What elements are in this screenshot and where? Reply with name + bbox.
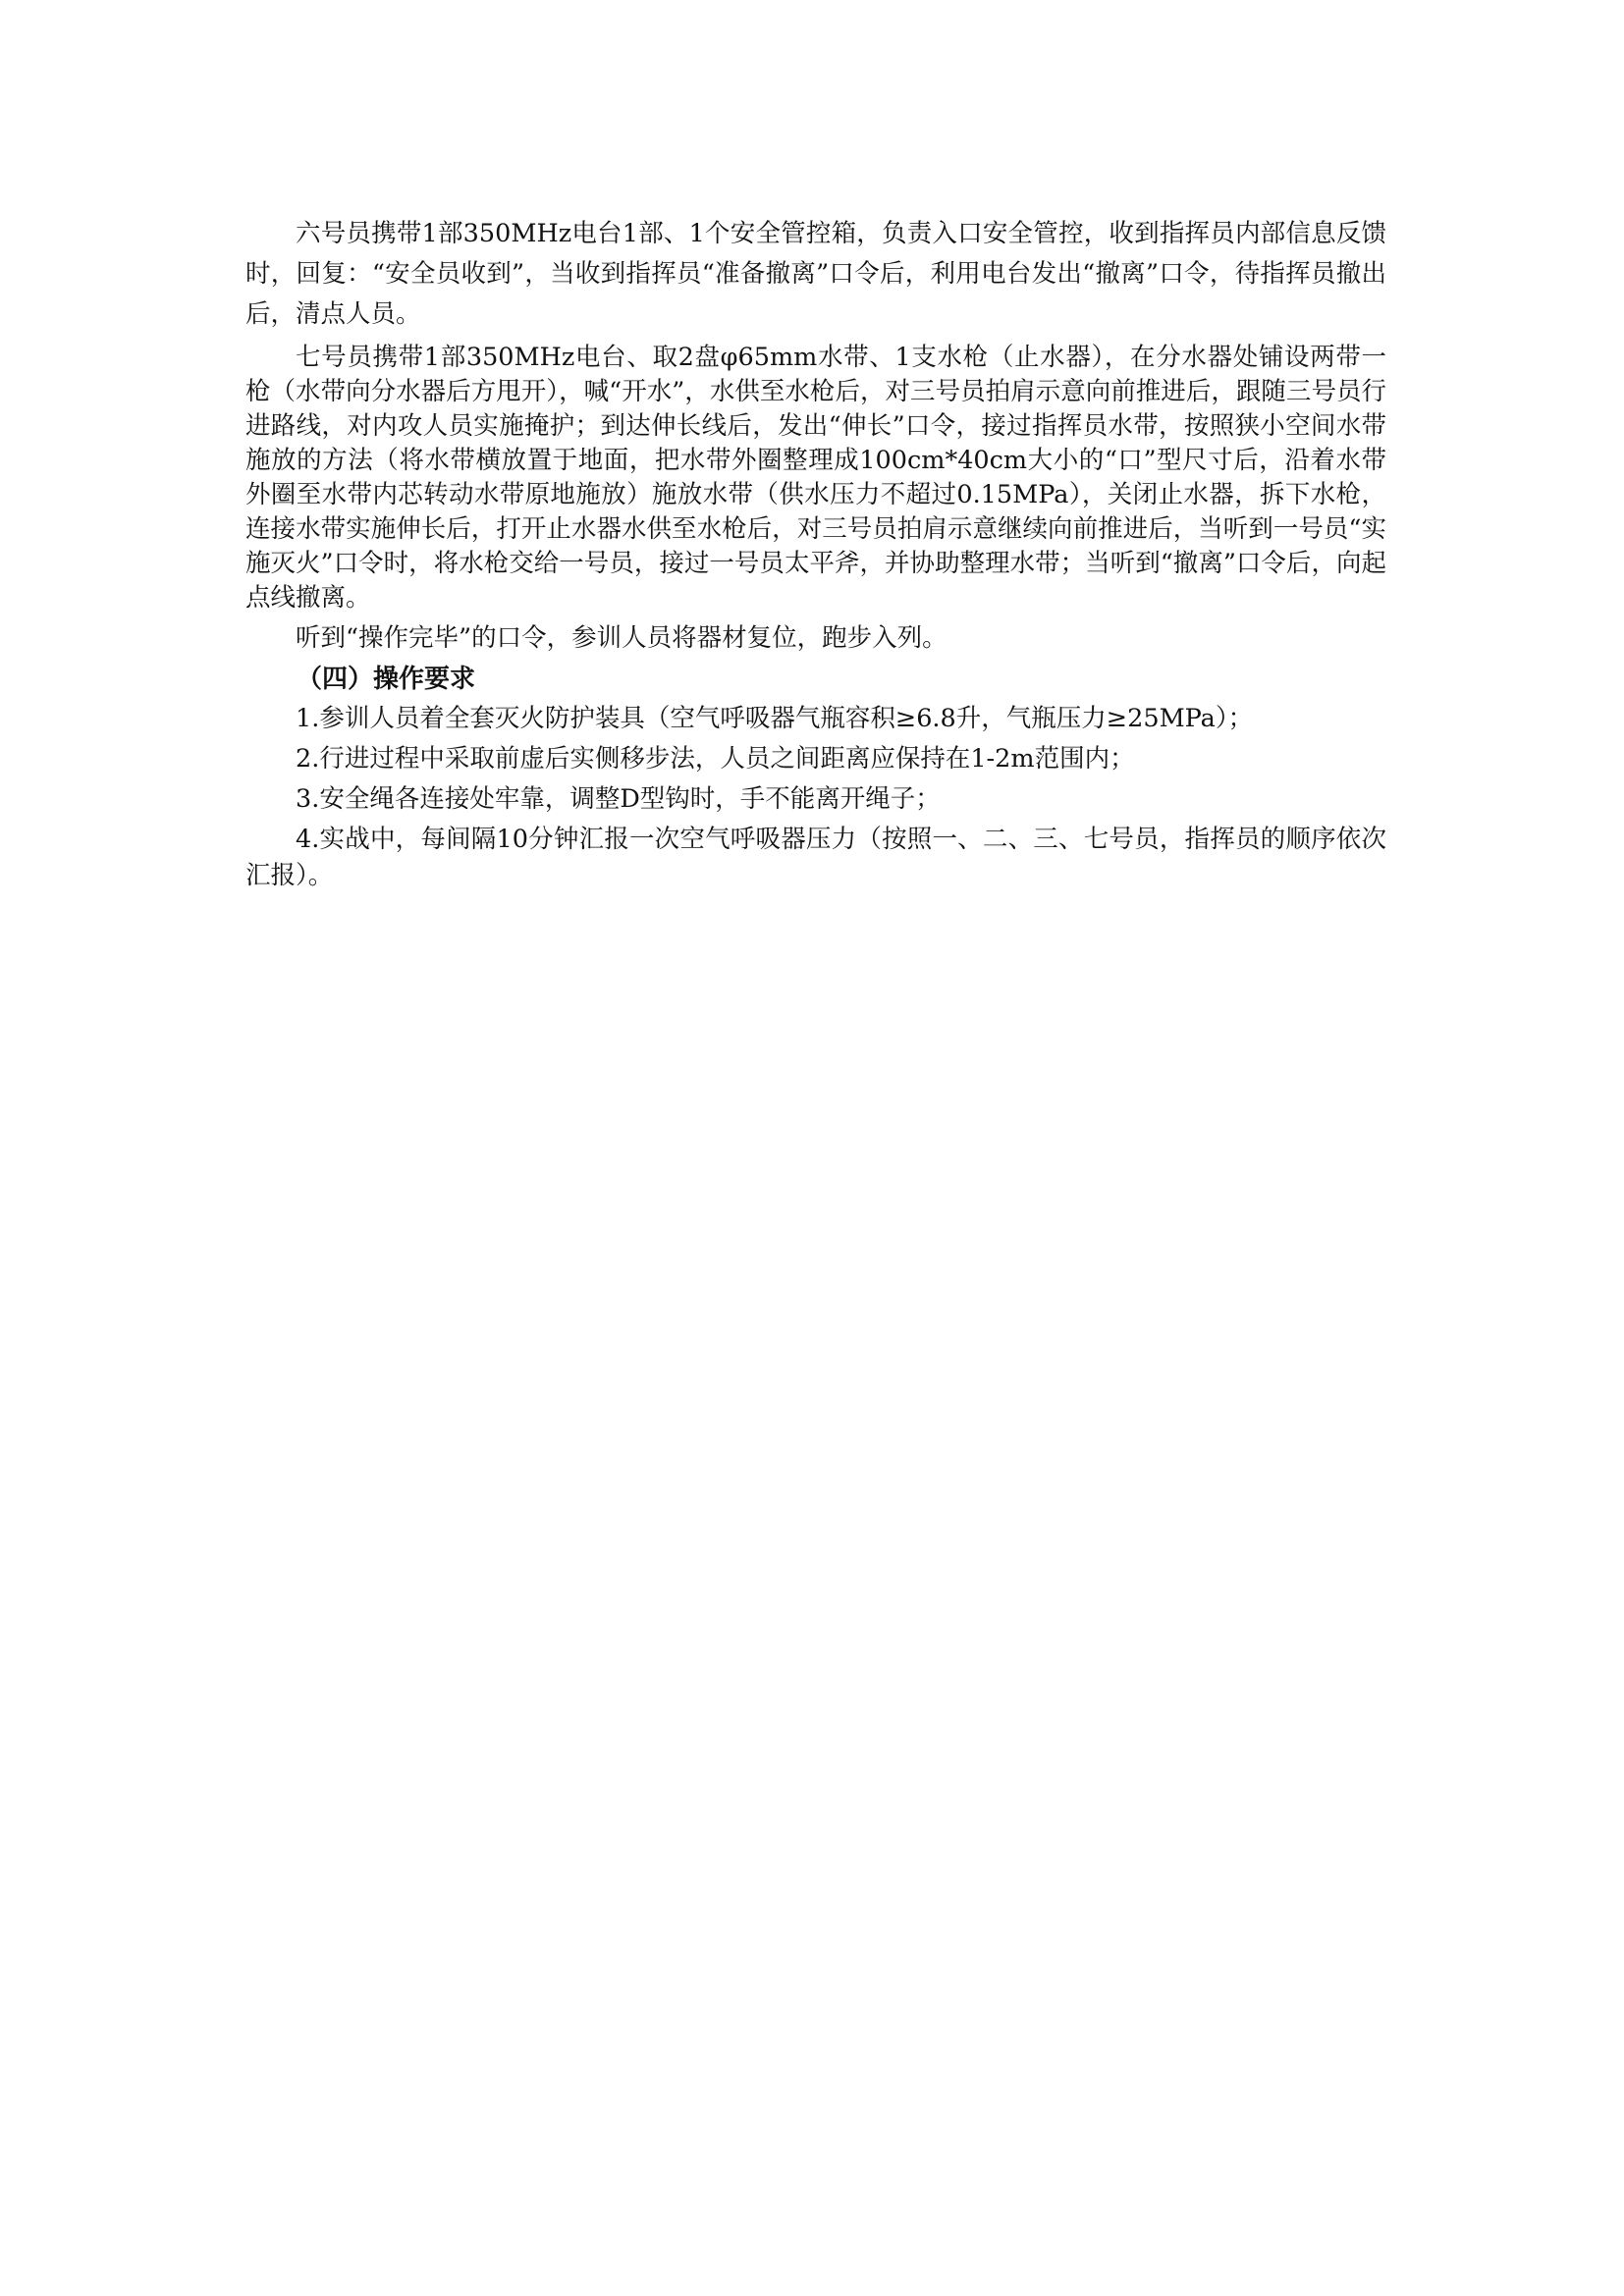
paragraph-operator-seven: 七号员携带1部350MHz电台、取2盘φ65mm水带、1支水枪（止水器），在分水器处铺设两带一枪（水带向分水器后方甩开），喊“开水”，水供至水枪后，对三号员拍肩示意向前推进后，跟随三号员行进路线，对内攻人员实施掩护；到达伸长线后，发出“伸长”口令，接过指挥员水带，按照狭小空间水带施放的方法（将水带横放置于地面，把水带外圈整理成100cm*40cm大小的“口”型尺寸后，沿着水带外圈至水带内芯转动水带原地施放）施放水带（供水压力不超过0.15MPa），关闭止水器，拆下水枪，连接水带实施伸长后，打开止水器水供至水枪后，对三号员拍肩示意继续向前推进后，当听到一号员“实施灭火”口令时，将水枪交给一号员，接过一号员太平斧，并协助整理水带；当听到“撤离”口令后，向起点线撤离。	[245, 343, 1386, 613]
requirement-item-1: 1.参训人员着全套灭火防护装具（空气呼吸器气瓶容积≥6.8升，气瓶压力≥25MPa）；	[296, 704, 1254, 733]
document-page	[245, 214, 1386, 898]
section-heading-operation-requirements: （四）操作要求	[297, 665, 476, 694]
requirement-item-3: 3.安全绳各连接处牢靠，调整D型钩时，手不能离开绳子；	[296, 784, 941, 814]
paragraph-operator-six: 六号员携带1部350MHz电台1部、1个安全管控箱，负责入口安全管控，收到指挥员内部信息反馈时，回复：“安全员收到”，当收到指挥员“准备撤离”口令后，利用电台发出“撤离”口令，待指挥员撤出后，清点人员。	[245, 219, 1386, 329]
requirement-item-2: 2.行进过程中采取前虚后实侧移步法，人员之间距离应保持在1-2m范围内；	[296, 744, 1135, 774]
requirement-item-4: 4.实战中，每间隔10分钟汇报一次空气呼吸器压力（按照一、二、三、七号员，指挥员的顺序依次汇报）。	[245, 825, 1386, 890]
paragraph-operation-complete: 听到“操作完毕”的口令，参训人员将器材复位，跑步入列。	[296, 623, 947, 653]
